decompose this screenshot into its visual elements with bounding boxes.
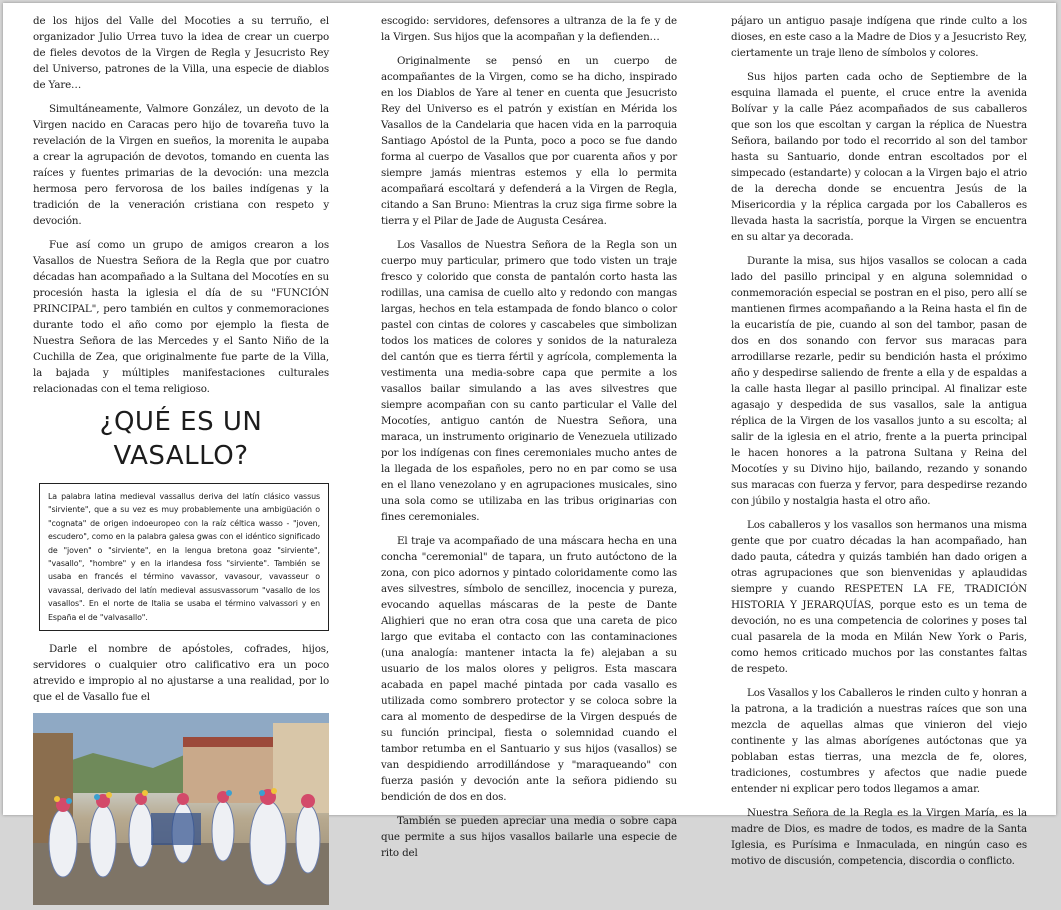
paragraph: Fue así como un grupo de amigos crearon a los Vasallos de Nuestra Señora de la Regla que por cuatro décadas han acompañado a la Sultana del Mocotíes en su procesión hasta la iglesia el día de su "FUNCIÓN PRINCIPAL", pero también en cultos y conmemoraciones durante todo el año como por ejemplo la fiesta de Nuestra Señora de las Mercedes y el Santo Niño de la Cuchilla de Zea, que originalmente fue parte de la Villa, la bajada y múltiples manifestaciones culturales relacionadas con el tema religioso. [33,239,329,395]
magazine-spread [3,3,1056,867]
paragraph: escogido: servidores, defensores a ultranza de la fe y de la Virgen. Sus hijos que la acompañan y la defienden… [381,15,677,43]
paragraph: Durante la misa, sus hijos vasallos se colocan a cada lado del pasillo principal y en alguna solemnidad o conmemoración especial se postran en el piso, pero allí se mantienen firmes acompañando a la Reina hasta el fin de la eucaristía de pie, cuando al son del tambor, pasan de dos en dos sonando con fervor sus maracas para arrodillarse rezarle, pedir su bendición hasta el próximo año y despedirse saliendo de frente a ella y de espaldas a la calle hasta llegar al pasillo principal. Al finalizar este agasajo y despedida de sus vasallos, sale la antigua réplica de la Virgen de los vasallos junto a su escolta; al salir de la iglesia en el atrio, frente a la puerta principal le hacen honores a la patrona Sultana y Reina del Mocotíes y su Divino hijo, bailando, rezando y sonando sus maracas con fuerza y fervor, para despedirse rezando con júbilo y nostalgia hasta el otro año. [731,255,1027,507]
procession-photo-illustration [33,713,329,905]
paragraph: Los Vasallos de Nuestra Señora de la Regla son un cuerpo muy particular, primero que todo visten un traje fresco y colorido que consta de pantalón corto hasta las rodillas, una camisa de cuello alto y redondo con mangas largas, hechos en tela estampada de fondo blanco o color pastel con cintas de colores y cascabeles que simbolizan todos los matices de colores y sonidos de la naturaleza del cantón que es tierra fértil y agrícola, complementa la vestimenta una media-sobre capa que permite a los vasallos bailar simulando a las aves silvestres que siempre acompañan con su canto particular el Valle del Mocotíes, antiguo cantón de Nuestra Señora, una maraca, un instrumento originario de Venezuela utilizado por los indígenas con fines ceremoniales mucho antes de la llegada de los españoles, pero no en par como se usa en el llano venezolano y en agrupaciones musicales, sino una sola como se utilizaba en las tribus originarias con fines ceremoniales. [381,239,677,523]
paragraph: Sus hijos parten cada ocho de Septiembre de la esquina llamada el puente, el cruce entre la avenida Bolívar y la calle Páez acompañados de sus caballeros que son los que escoltan y cargan la réplica de Nuestra Señora, bailando por todo el recorrido al son del tambor hasta su Santuario, donde entran escoltados por el simpecado (estandarte) y colocan a la Virgen bajo el atrio de la derecha donde se encuentra Jesús de la Misericordia y la réplica cargada por los Caballeros es llevada hasta la sacristía, porque la Virgen se encuentra en su altar ya decorada. [731,71,1027,243]
column-right [731,13,1027,877]
section-heading: ¿QUÉ ES UN VASALLO? [99,407,263,471]
column-middle [381,13,677,869]
procession-photo [33,713,329,905]
etymology-box: La palabra latina medieval vassallus deriva del latín clásico vassus "sirviente", que a su vez es muy probablemente una ambigüación o "cognata" de origen indoeuropeo con la raíz céltica wasso - "joven, escudero", como en la palabra galesa gwas con el idéntico significado de "joven" o "sirviente", en la lengua bretona goaz "sirviente", "vasallo", "hombre" y en la irlandesa foss "sirviente". También se usaba en francés el término vavassor, vavasour, vavasseur o vavassal, derivado del latín medieval assusvassorum "vasallo de los vasallos". En el norte de Italia se usaba el término valvassori y en España el de "valvasallo". [39,483,329,631]
paragraph: El traje va acompañado de una máscara hecha en una concha "ceremonial" de tapara, un fruto autóctono de la zona, con pico adornos y pintado coloridamente como las aves silvestres, símbolo de sencillez, inocencia y pureza, evocando aquellas máscaras de la peste de Dante Alighieri que no eran otra cosa que una careta de pico largo que evitaba el contacto con las contaminaciones (una analogía: mantener intacta la fe) alejaban a su usuario de los malos olores y peligros. Esta mascara acabada en papel maché pintada por cada vasallo es utilizada como sombrero protector y se coloca sobre la cara al momento de despedirse de la Virgen después de su función principal, fiesta o solemnidad cuando el tambor retumba en el Santuario y sus hijos (vasallos) se van despidiendo arrodillándose y "maraqueando" con fuerza pasión y devoción ante la señora pidiendo su bendición de dos en dos. [381,535,677,803]
paragraph: También se pueden apreciar una media o sobre capa que permite a sus hijos vasallos bailarle una especie de rito del [381,815,677,859]
paragraph: Originalmente se pensó en un cuerpo de acompañantes de la Virgen, como se ha dicho, inspirado en los Diablos de Yare al tener en cuenta que Jesucristo Rey del Universo es el patrón y existían en Mérida los Vasallos de la Candelaria que hacen vida en la parroquia Santiago Apóstol de la Punta, poco a poco se fue dando forma al cuerpo de Vasallos que por cuarenta años y por siempre jamás mientras estemos y ella lo permita acompañará escoltará y defenderá a la Virgen de Regla, citando a San Bruno: Mientras la cruz siga firme sobre la tierra y el Pilar de Jade de Augusta Cesárea. [381,55,677,227]
column-left [33,13,329,905]
paragraph: pájaro un antiguo pasaje indígena que rinde culto a los dioses, en este caso a la Madre de Dios y a Jesucristo Rey, ciertamente un traje lleno de símbolos y colores. [731,15,1027,59]
paragraph: de los hijos del Valle del Mocoties a su terruño, el organizador Julio Urrea tuvo la idea de crear un cuerpo de fieles devotos de la Virgen de Regla y Jesucristo Rey del Universo, patrones de la Villa, una especie de diablos de Yare… [33,15,329,91]
paragraph: Simultáneamente, Valmore González, un devoto de la Virgen nacido en Caracas pero hijo de tovareña tuvo la revelación de la Virgen en sueños, la morenita le aupaba a crear la agrupación de devotos, tomando en cuenta las raíces y fuentes primarias de la devoción: una mezcla hermosa pero fervorosa de los bailes indígenas y la tradición de la veneración cristiana con respeto y devoción. [33,103,329,227]
paragraph: Darle el nombre de apóstoles, cofrades, hijos, servidores o cualquier otro calificativo era un poco atrevido e impropio al no ajustarse a una realidad, por lo que el de Vasallo fue el [33,643,329,704]
paragraph: Los Vasallos y los Caballeros le rinden culto y honran a la patrona, a la tradición a nuestras raíces que son una mezcla de aquellas almas que vinieron del viejo continente y las almas aborígenes autóctonas que ya poblaban estas tierras, una mezcla de fe, olores, tradiciones, costumbres y afectos que nadie puede entender ni explicar pero todos llegamos a amar. [731,687,1027,795]
paragraph: Los caballeros y los vasallos son hermanos una misma gente que por cuatro décadas la han acompañado, han dado pauta, cátedra y quizás también han dado origen a otras agrupaciones que son bienvenidas y aplaudidas siempre y cuando RESPETEN LA FE, TRADICIÓN HISTORIA Y JERARQUÍAS, porque esto es un tema de devoción, no es una competencia de colorines y poses tal cual pasarela de la moda en Milán New York o Paris, como hemos criticado muchos por las constantes faltas de respeto. [731,519,1027,675]
paragraph: Nuestra Señora de la Regla es la Virgen María, es la madre de Dios, es madre de todos, es madre de la Santa Iglesia, es Purísima e Inmaculada, en ningún caso es motivo de discusión, competencia, discordia o conflicto. [731,807,1027,867]
